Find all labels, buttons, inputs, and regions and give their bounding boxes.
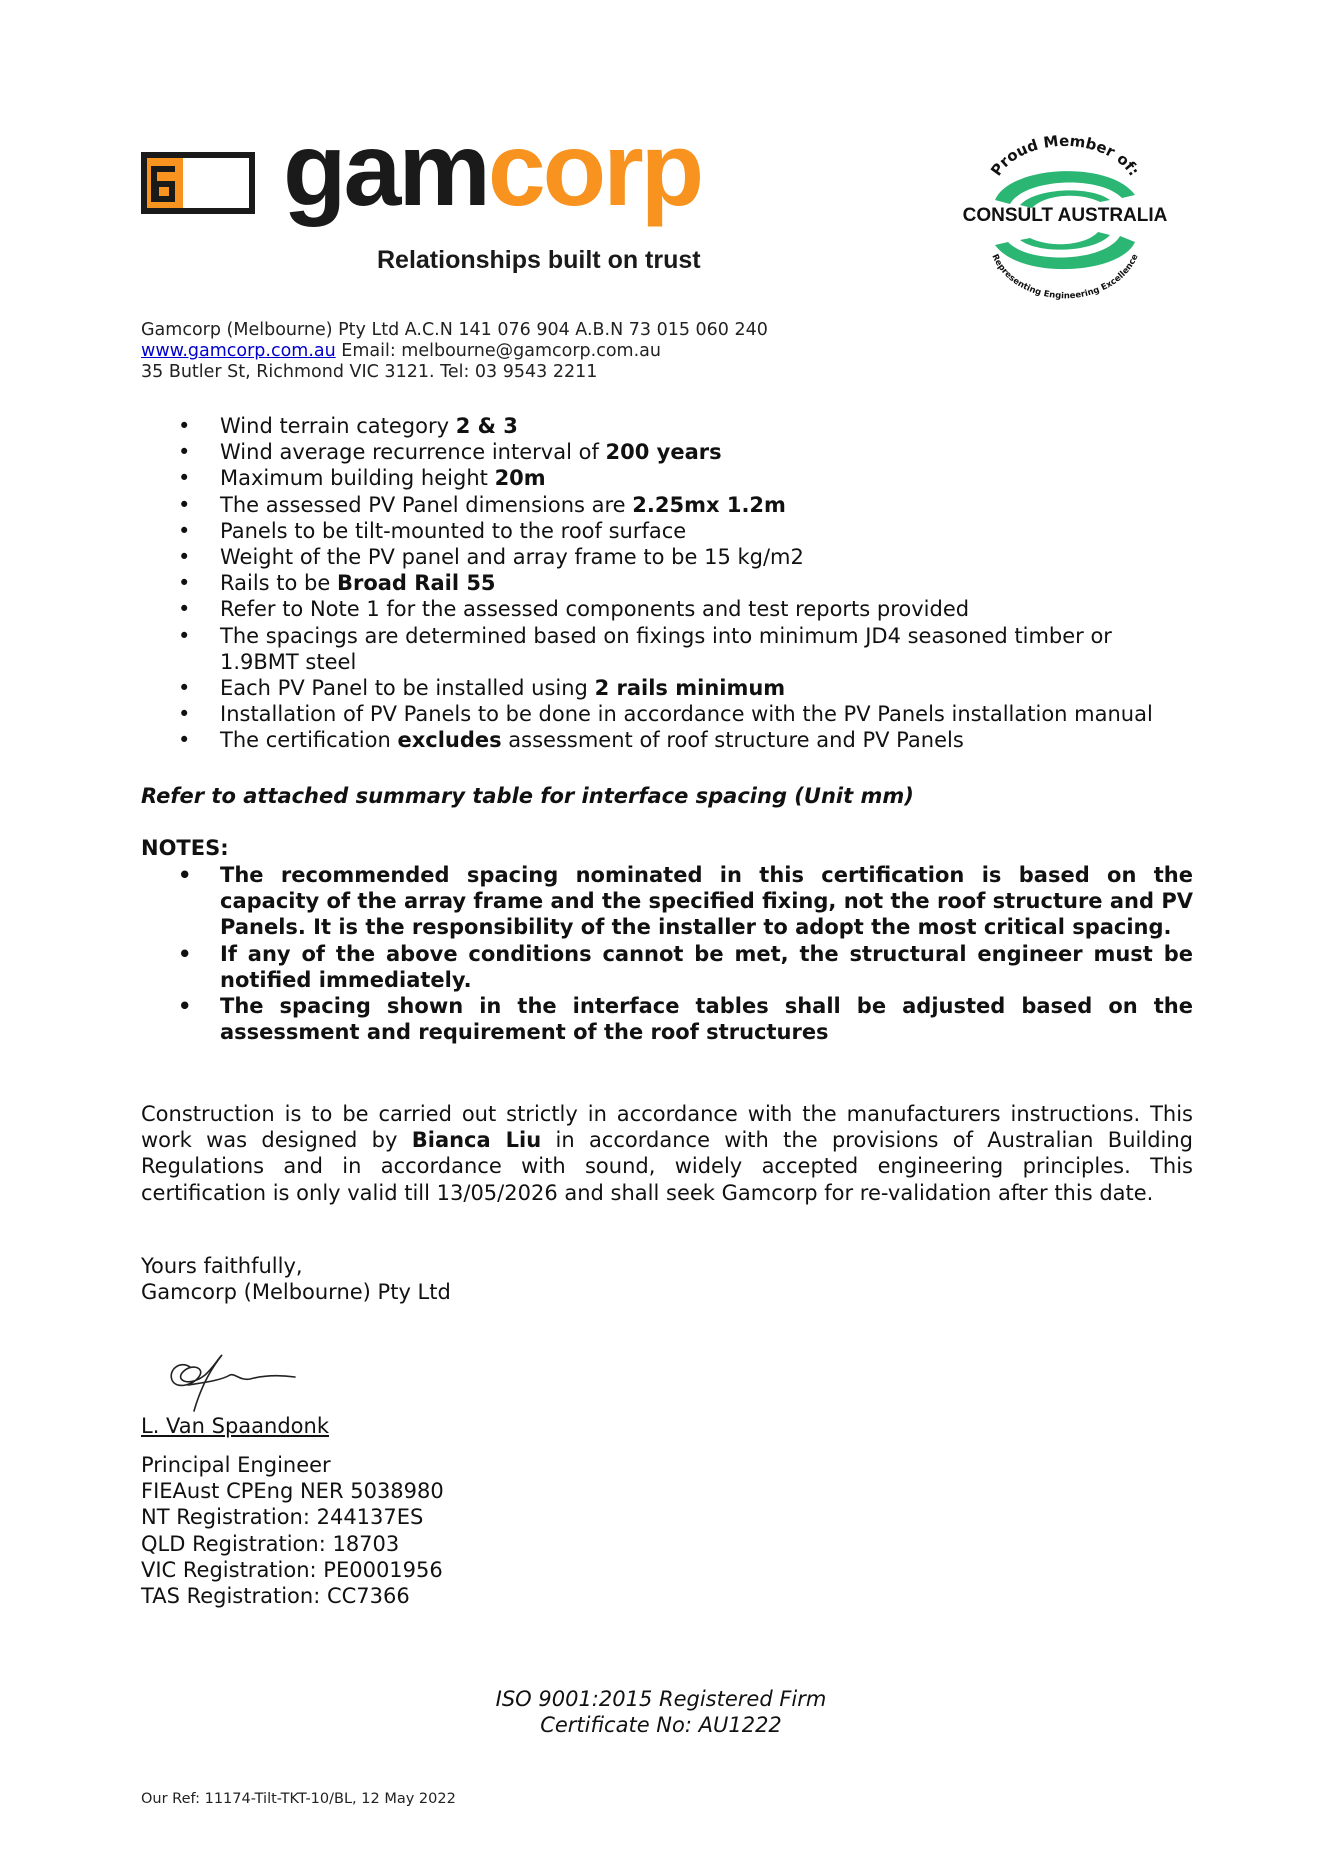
refer-summary-table: Refer to attached summary table for interface spacing (Unit mm) xyxy=(141,784,914,808)
logo-gam: gam xyxy=(283,112,488,228)
criteria-item: • Weight of the PV panel and array frame to be 15 kg/m2 xyxy=(178,545,804,570)
criteria-item: • Each PV Panel to be installed using 2 rails minimum xyxy=(178,676,786,701)
criteria-item: • The certification excludes assessment of roof structure and PV Panels xyxy=(178,728,964,753)
signature xyxy=(160,1345,310,1417)
criteria-item: • Wind average recurrence interval of 200 years xyxy=(178,440,722,465)
design-criteria-list xyxy=(141,413,1191,754)
criteria-item: • Refer to Note 1 for the assessed components and test reports provided xyxy=(178,597,970,622)
criteria-item: • The assessed PV Panel dimensions are 2.25mx 1.2m xyxy=(178,492,786,517)
credential-line: NT Registration: 244137ES xyxy=(141,1505,424,1530)
credential-line: TAS Registration: CC7366 xyxy=(141,1584,410,1609)
criteria-item: • Wind terrain category 2 & 3 xyxy=(178,414,518,438)
designer-name: Bianca Liu xyxy=(411,1128,542,1153)
credential-line: VIC Registration: PE0001956 xyxy=(141,1557,443,1582)
credential-line: FIEAust CPEng NER 5038980 xyxy=(141,1479,444,1504)
consult-australia-badge xyxy=(940,130,1190,320)
iso-registered: ISO 9001:2015 Registered Firm xyxy=(495,1687,827,1711)
badge-bottom-text: Representing Engineering Excellence xyxy=(989,252,1141,302)
website-link[interactable]: www.gamcorp.com.au xyxy=(141,341,336,361)
badge-name: CONSULT AUSTRALIA xyxy=(962,205,1168,226)
criteria-item: • The spacings are determined based on fixings into minimum JD4 seasoned timber or 1.9BMT steel xyxy=(178,623,1112,674)
certificate-number: Certificate No: AU1222 xyxy=(540,1713,782,1738)
note-item: • If any of the above conditions cannot be met, the structural engineer must be notified immediately. xyxy=(178,941,1193,992)
gamcorp-logo xyxy=(283,112,702,228)
criteria-item: • Installation of PV Panels to be done in accordance with the PV Panels installation manual xyxy=(178,702,1153,727)
criteria-item: • Rails to be Broad Rail 55 xyxy=(178,571,496,596)
credential-line: QLD Registration: 18703 xyxy=(141,1531,400,1556)
credentials xyxy=(141,1452,444,1609)
construction-paragraph: Construction is to be carried out strictly in accordance with the manufacturers instructions. This work was designed by Bianca Liu in accordance with the provisions of Australian Building Regulations and in accordance with sound, widely accepted engineering principles. This certification is only valid till 13/05/2026 and shall seek Gamcorp for re-validation after this date. xyxy=(141,1102,1193,1205)
gamcorp-logo-mark xyxy=(141,152,255,214)
closing-company: Gamcorp (Melbourne) Pty Ltd xyxy=(141,1280,451,1304)
company-contact-line xyxy=(141,341,661,362)
logo-corp: corp xyxy=(487,112,702,228)
criteria-item: • Panels to be tilt-mounted to the roof surface xyxy=(178,518,687,543)
iso-certification xyxy=(0,1686,1322,1738)
credential-line: Principal Engineer xyxy=(141,1453,331,1477)
company-address: 35 Butler St, Richmond VIC 3121. Tel: 03 9543 2211 xyxy=(141,362,598,382)
salutation: Yours faithfully, xyxy=(141,1254,303,1278)
signer-name: L. Van Spaandonk xyxy=(141,1414,329,1438)
company-email: Email: melbourne@gamcorp.com.au xyxy=(335,341,661,361)
note-item: • The recommended spacing nominated in this certification is based on the capacity of the array frame and the specified fixing, not the roof structure and PV Panels. It is the responsibility of the installer to adopt the most critical spacing. xyxy=(178,863,1193,940)
criteria-item: • Maximum building height 20m xyxy=(178,466,546,491)
note-item: • The spacing shown in the interface tables shall be adjusted based on the assessment and requirement of the roof structures xyxy=(178,994,1193,1045)
notes-heading: NOTES: xyxy=(141,836,229,860)
notes-list xyxy=(141,862,1193,1045)
tagline: Relationships built on trust xyxy=(377,246,701,274)
company-registration: Gamcorp (Melbourne) Pty Ltd A.C.N 141 076 904 A.B.N 73 015 060 240 xyxy=(141,320,768,340)
badge-top-text: Proud Member of: xyxy=(987,131,1144,180)
our-reference: Our Ref: 11174-Tilt-TKT-10/BL, 12 May 2022 xyxy=(141,1791,456,1807)
